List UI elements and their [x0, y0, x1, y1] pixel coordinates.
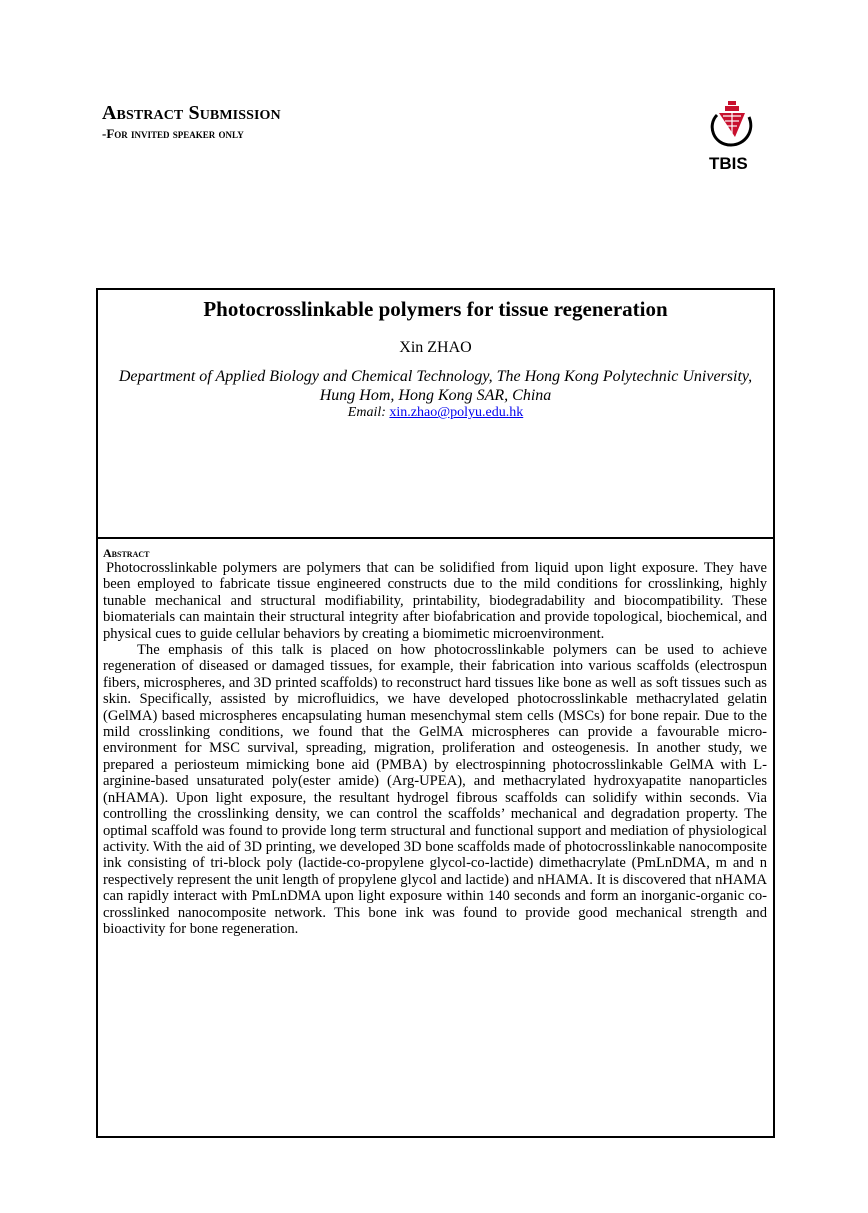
abstract-paragraph-2: The emphasis of this talk is placed on how photocrosslinkable polymers can be used to achieve regeneration of diseased or damaged tissues, for example, their fabrication into various scaffolds (electrospun fibers, microspheres, and 3D printed scaffolds) to reconstruct hard tissues like bone as well as soft tissues such as skin. Specifically, assisted by microfluidics, we have developed photocrosslinkable methacrylated gelatin (GelMA) based microspheres encapsulating human mesenchymal stem cells (MSCs) for bone repair. Due to the mild crosslinking conditions, we found that the GelMA microspheres can provide a favourable micro-environment for MSC survival, spreading, migration, proliferation and osteogenesis. In another study, we prepared a periosteum mimicking bone aid (PMBA) by electrospinning photocrosslinkable GelMA with L-arginine-based unsaturated poly(ester amide) (Arg-UPEA), and methacrylated hydroxyapatite nanoparticles (nHAMA). Upon light exposure, the resultant hydrogel fibrous scaffolds can solidify within seconds. Via controlling the crosslinking density, we can control the scaffolds’ mechanical and degradation property. The optimal scaffold was found to provide long term structural and functional support and mediation of physiological activity. With the aid of 3D printing, we developed 3D bone scaffolds made of photocrosslinkable nanocomposite ink consisting of tri-block poly (lactide-co-propylene glycol-co-lactide) dimethacrylate (PmLnDMA, m and n respectively represent the unit length of propylene glycol and lactide) and nHAMA. It is discovered that nHAMA can rapidly interact with PmLnDMA upon light exposure within 140 seconds and form an inorganic-organic co-crosslinked nanocomposite network. This bone ink was found to provide good mechanical strength and bioactivity for bone regeneration.	[103, 642, 767, 937]
tbis-logo	[705, 101, 765, 179]
section-divider	[98, 537, 773, 539]
author-affiliation: Department of Applied Biology and Chemical Technology, The Hong Kong Polytechnic University, Hung Hom, Hong Kong SAR, China	[118, 368, 753, 404]
tbis-logo-icon	[705, 101, 765, 179]
tbis-logo-label: TBIS	[709, 154, 748, 173]
email-link[interactable]: xin.zhao@polyu.edu.hk	[389, 405, 524, 420]
author-name: Xin ZHAO	[399, 339, 472, 356]
abstract-body	[103, 560, 767, 937]
submission-header-subtitle: -For invited speaker only	[102, 126, 244, 141]
paper-title: Photocrosslinkable polymers for tissue regeneration	[203, 297, 668, 321]
email-line	[98, 404, 773, 421]
abstract-heading: Abstract	[103, 546, 150, 560]
abstract-box	[96, 288, 775, 1138]
email-label: Email:	[347, 405, 386, 420]
abstract-paragraph-1: Photocrosslinkable polymers are polymers that can be solidified from liquid upon light exposure. They have been employed to fabricate tissue engineered constructs due to the mild conditions for crosslinking, highly tunable mechanical and structural modifiability, printability, biodegradability and biocompatibility. These biomaterials can maintain their structural integrity after biofabrication and provide topological, biochemical, and physical cues to guide cellular behaviors by creating a biomimetic microenvironment.	[103, 560, 767, 642]
submission-header-title: Abstract Submission	[102, 102, 281, 124]
